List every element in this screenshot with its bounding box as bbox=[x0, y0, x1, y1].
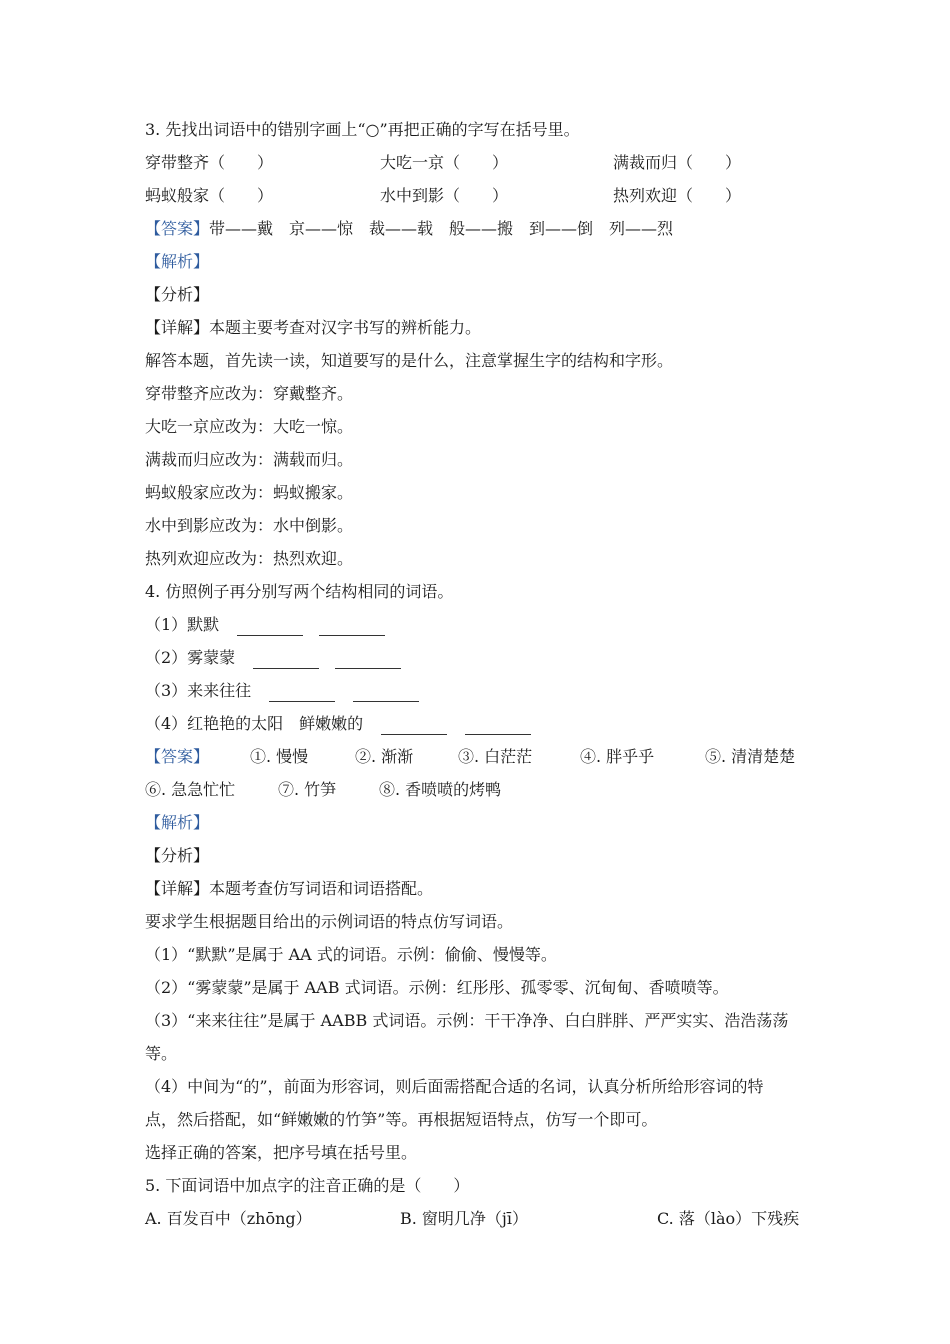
q4-item-2 bbox=[145, 641, 807, 674]
blank-line bbox=[237, 615, 303, 636]
q4-line: （2）“雾蒙蒙”是属于 AAB 式词语。示例：红彤彤、孤零零、沉甸甸、香喷喷等。 bbox=[145, 978, 729, 997]
q3-word-6: 热列欢迎（ ） bbox=[613, 186, 742, 205]
q4-item-label: （2）雾蒙蒙 bbox=[145, 648, 236, 667]
q3-line: 穿带整齐应改为：穿戴整齐。 bbox=[145, 384, 354, 403]
answer-item: ⑦. 竹笋 bbox=[278, 780, 337, 799]
detail-text: 本题主要考查对汉字书写的辨析能力。 bbox=[209, 318, 482, 337]
q4-item-label: （3）来来往往 bbox=[145, 681, 252, 700]
q4-line: 要求学生根据题目给出的示例词语的特点仿写词语。 bbox=[145, 912, 514, 931]
q3-line: 蚂蚁般家应改为：蚂蚁搬家。 bbox=[145, 483, 354, 502]
q3-line: 热列欢迎应改为：热烈欢迎。 bbox=[145, 549, 354, 568]
blank-line bbox=[353, 681, 419, 702]
q3-title: 3. 先找出词语中的错别字画上“○”再把正确的字写在括号里。 bbox=[145, 120, 580, 139]
q5-title: 5. 下面词语中加点字的注音正确的是（ ） bbox=[145, 1176, 470, 1195]
detail-tag: 【详解】 bbox=[145, 879, 210, 898]
q4-line: （1）“默默”是属于 AA 式的词语。示例：偷偷、慢慢等。 bbox=[145, 945, 557, 964]
q3-row-2 bbox=[145, 179, 807, 212]
q4-line: （3）“来来往往”是属于 AABB 式词语。示例：干干净净、白白胖胖、严严实实、浩浩荡荡 bbox=[145, 1011, 789, 1030]
jiexi-tag: 【解析】 bbox=[145, 252, 210, 271]
answer-item: ⑥. 急急忙忙 bbox=[145, 780, 236, 799]
answer-tag: 【答案】 bbox=[145, 747, 210, 766]
blank-line bbox=[335, 648, 401, 669]
q4-answer-row-2 bbox=[145, 773, 807, 806]
q3-line: 解答本题，首先读一读，知道要写的是什么，注意掌握生字的结构和字形。 bbox=[145, 351, 674, 370]
blank-line bbox=[465, 714, 531, 735]
q3-word-4: 蚂蚁般家（ ） bbox=[145, 186, 274, 205]
q4-item-1 bbox=[145, 608, 807, 641]
q3-word-3: 满裁而归（ ） bbox=[613, 153, 742, 172]
q4-answer-row-1 bbox=[145, 740, 807, 773]
q3-answer bbox=[145, 212, 807, 245]
q4-item-3 bbox=[145, 674, 807, 707]
q3-detail bbox=[145, 311, 807, 344]
blank-line bbox=[381, 714, 447, 735]
q3-line: 水中到影应改为：水中倒影。 bbox=[145, 516, 354, 535]
answer-item: ④. 胖乎乎 bbox=[580, 747, 655, 766]
answer-item: ③. 白茫茫 bbox=[458, 747, 533, 766]
q3-word-1: 穿带整齐（ ） bbox=[145, 153, 274, 172]
q4-item-4 bbox=[145, 707, 807, 740]
blank-line bbox=[269, 681, 335, 702]
q3-word-2: 大吃一京（ ） bbox=[380, 153, 509, 172]
q5-option-a: A. 百发百中（zhōng） bbox=[145, 1209, 312, 1228]
document-page bbox=[145, 113, 807, 1235]
detail-text: 本题考查仿写词语和词语搭配。 bbox=[209, 879, 434, 898]
detail-tag: 【详解】 bbox=[145, 318, 210, 337]
answer-tag: 【答案】 bbox=[145, 219, 210, 238]
q3-word-5: 水中到影（ ） bbox=[380, 186, 509, 205]
q4-detail bbox=[145, 872, 807, 905]
q4-title: 4. 仿照例子再分别写两个结构相同的词语。 bbox=[145, 582, 454, 601]
answer-item: ①. 慢慢 bbox=[250, 747, 309, 766]
q4-item-label: （4）红艳艳的太阳 鲜嫩嫩的 bbox=[145, 714, 364, 733]
q5-options bbox=[145, 1202, 807, 1235]
fenxi-tag: 【分析】 bbox=[145, 846, 210, 865]
q5-option-c: C. 落（lào）下残疾 bbox=[657, 1209, 800, 1228]
q3-row-1 bbox=[145, 146, 807, 179]
answer-item: ⑤. 清清楚楚 bbox=[705, 747, 796, 766]
q4-line: 等。 bbox=[145, 1044, 178, 1063]
q5-option-b: B. 窗明几净（jī） bbox=[400, 1209, 529, 1228]
answer-item: ②. 渐渐 bbox=[355, 747, 414, 766]
jiexi-tag: 【解析】 bbox=[145, 813, 210, 832]
q4-line: 选择正确的答案，把序号填在括号里。 bbox=[145, 1143, 418, 1162]
q4-line: 点，然后搭配，如“鲜嫩嫩的竹笋”等。再根据短语特点，仿写一个即可。 bbox=[145, 1110, 658, 1129]
q3-line: 大吃一京应改为：大吃一惊。 bbox=[145, 417, 354, 436]
fenxi-tag: 【分析】 bbox=[145, 285, 210, 304]
answer-item: ⑧. 香喷喷的烤鸭 bbox=[379, 780, 502, 799]
q4-item-label: （1）默默 bbox=[145, 615, 220, 634]
q4-line: （4）中间为“的”，前面为形容词，则后面需搭配合适的名词，认真分析所给形容词的特 bbox=[145, 1077, 764, 1096]
q3-line: 满裁而归应改为：满载而归。 bbox=[145, 450, 354, 469]
blank-line bbox=[253, 648, 319, 669]
answer-text: 带——戴 京——惊 裁——载 般——搬 到——倒 列——烈 bbox=[209, 219, 674, 238]
blank-line bbox=[319, 615, 385, 636]
